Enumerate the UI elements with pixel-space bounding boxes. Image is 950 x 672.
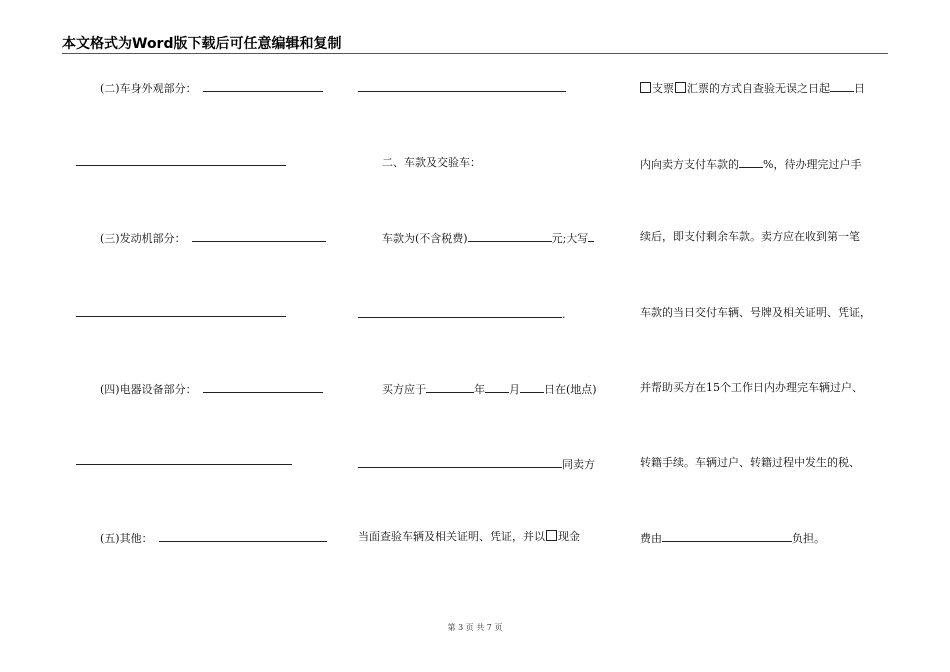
other-blank[interactable] <box>159 530 327 542</box>
other-blank-continued[interactable] <box>358 91 566 92</box>
body-exterior-label: (二)车身外观部分： <box>100 82 197 95</box>
engine-label: (三)发动机部分： <box>100 232 186 245</box>
days-blank[interactable] <box>830 80 854 92</box>
electrical-line <box>100 381 323 397</box>
day-location-label: 日在(地点) <box>544 383 597 396</box>
price-label: 车款为(不含税费) <box>382 232 468 245</box>
with-seller-label: 同卖方 <box>562 458 595 471</box>
tax-responsible-party-blank[interactable] <box>662 530 792 542</box>
payment-text-line-4: 车款的当日交付车辆、号牌及相关证明、凭证， <box>640 306 871 319</box>
year-blank[interactable] <box>426 381 474 393</box>
body-exterior-line <box>100 80 323 96</box>
location-blank[interactable] <box>358 456 562 468</box>
electrical-blank-continued[interactable] <box>76 464 292 465</box>
price-period: . <box>562 308 566 321</box>
header-divider <box>62 53 888 54</box>
price-amount-blank[interactable] <box>468 230 552 242</box>
inspection-date-line <box>382 381 597 397</box>
payment-text-line-3: 续后，即支付剩余车款。卖方应在收到第一笔 <box>640 230 860 243</box>
buyer-shall-label: 买方应于 <box>382 383 426 396</box>
percentage-label: 内向卖方支付车款的 <box>640 158 739 171</box>
engine-blank-continued[interactable] <box>76 316 286 317</box>
document-header-title: 本文格式为Word版下载后可任意编辑和复制 <box>62 36 342 52</box>
price-words-blank[interactable] <box>588 230 594 242</box>
price-words-line <box>358 306 566 322</box>
body-exterior-blank-continued[interactable] <box>76 165 286 166</box>
tax-responsibility-line <box>640 530 825 546</box>
electrical-label: (四)电器设备部分： <box>100 383 197 396</box>
other-line <box>100 530 327 546</box>
draft-checkbox[interactable] <box>675 82 686 93</box>
inspection-method-line <box>358 530 580 544</box>
section-heading-payment: 二、车款及交验车： <box>382 156 481 169</box>
engine-line <box>100 230 326 246</box>
cash-label: 现金 <box>558 530 580 543</box>
tax-borne-by-label: 费由 <box>640 532 662 545</box>
day-blank[interactable] <box>520 381 544 393</box>
payment-text-line-6: 转籍手续。车辆过户、转籍过程中发生的税、 <box>640 456 860 469</box>
year-label: 年 <box>474 383 485 396</box>
percentage-line <box>640 156 861 172</box>
location-line <box>358 456 595 472</box>
check-label: 支票 <box>652 82 674 95</box>
price-line <box>382 230 594 246</box>
price-words-label: 元;大写 <box>551 232 589 245</box>
body-exterior-blank[interactable] <box>203 80 323 92</box>
percentage-blank[interactable] <box>739 156 763 168</box>
cash-checkbox[interactable] <box>546 530 557 541</box>
month-label: 月 <box>509 383 520 396</box>
payment-text-line-5: 并帮助买方在15个工作日内办理完车辆过户、 <box>640 381 863 394</box>
other-label: (五)其他： <box>100 532 153 545</box>
draft-label: 汇票的方式自查验无误之日起 <box>687 82 830 95</box>
electrical-blank[interactable] <box>203 381 323 393</box>
page-number: 第 3 页 共 7 页 <box>447 623 503 632</box>
month-blank[interactable] <box>485 381 509 393</box>
percentage-rest-label: %，待办理完过户手 <box>763 158 862 171</box>
payment-method-line <box>640 80 865 96</box>
tax-borne-suffix: 负担。 <box>792 532 825 545</box>
price-words-blank-continued[interactable] <box>358 306 562 318</box>
inspection-method-label: 当面查验车辆及相关证明、凭证，并以 <box>358 530 545 543</box>
days-label: 日 <box>854 82 865 95</box>
check-checkbox[interactable] <box>640 82 651 93</box>
engine-blank[interactable] <box>192 230 326 242</box>
